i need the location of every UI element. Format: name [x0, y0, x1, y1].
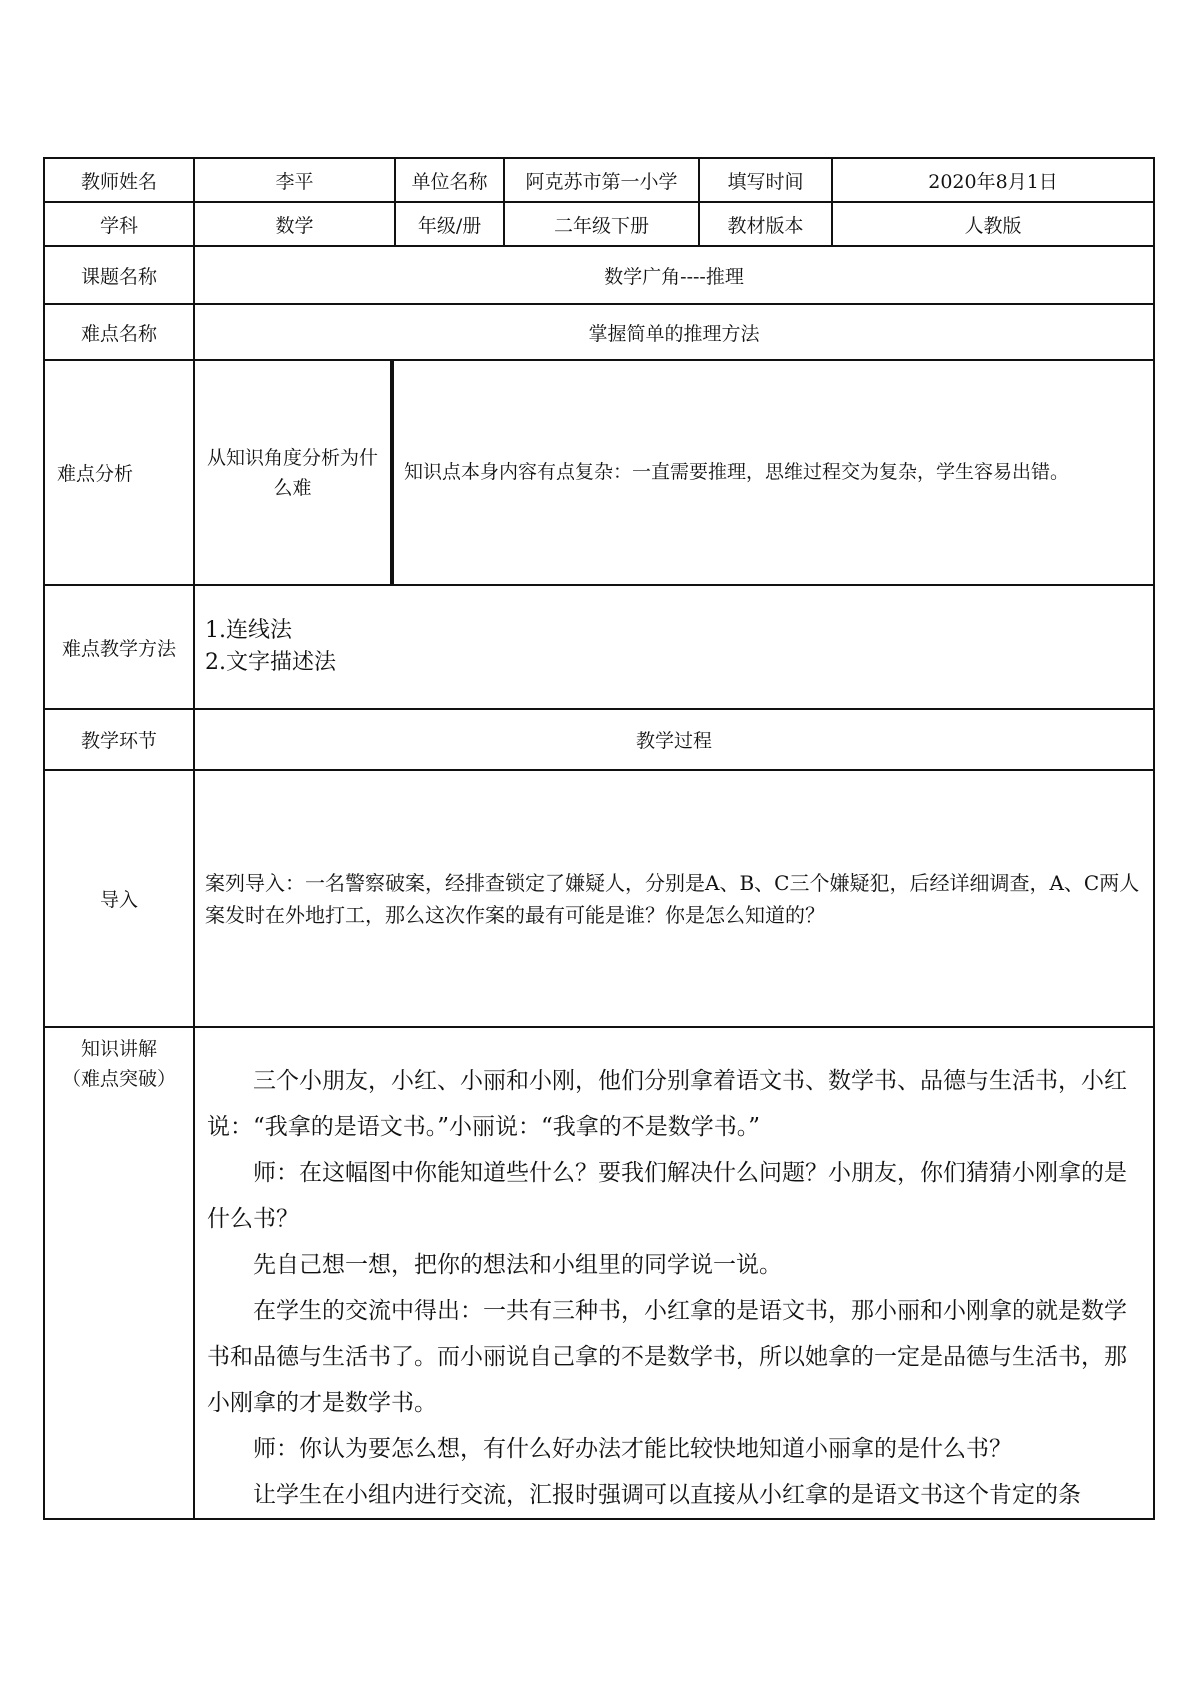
explanation-paragraph: 在学生的交流中得出：一共有三种书，小红拿的是语文书，那小丽和小刚拿的就是数学书和品德与生活书了。而小丽说自己拿的不是数学书，所以她拿的一定是品德与生活书，那小刚拿的才是数学书。 [207, 1298, 1127, 1416]
method-item: 1.连线法 [205, 618, 292, 643]
analysis-label: 难点分析 [44, 360, 194, 585]
subject-value: 数学 [194, 202, 395, 246]
topic-label: 课题名称 [44, 246, 194, 304]
lesson-plan-form [43, 157, 1153, 1520]
explanation-paragraph: 师：在这幅图中你能知道些什么？要我们解决什么问题？小朋友，你们猜猜小刚拿的是什么书？ [207, 1160, 1127, 1232]
explanation-row [44, 1027, 1154, 1519]
teaching-stage-label: 教学环节 [44, 709, 194, 770]
difficulty-value: 掌握简单的推理方法 [194, 304, 1154, 360]
edition-value: 人教版 [832, 202, 1154, 246]
explanation-label [44, 1027, 194, 1519]
fill-date-value: 2020年8月1日 [832, 158, 1154, 202]
unit-name-value: 阿克苏市第一小学 [504, 158, 699, 202]
topic-value: 数学广角----推理 [194, 246, 1154, 304]
explanation-paragraph: 三个小朋友，小红、小丽和小刚，他们分别拿着语文书、数学书、品德与生活书，小红说：“我拿的是语文书。”小丽说：“我拿的不是数学书。” [207, 1068, 1127, 1140]
lesson-plan-table [43, 157, 1155, 1520]
difficulty-row [44, 304, 1154, 360]
fill-date-label: 填写时间 [699, 158, 832, 202]
teaching-process-label: 教学过程 [194, 709, 1154, 770]
teacher-name-value: 李平 [194, 158, 395, 202]
subject-label: 学科 [44, 202, 194, 246]
unit-name-label: 单位名称 [395, 158, 504, 202]
process-header-row [44, 709, 1154, 770]
analysis-row [44, 360, 1154, 585]
explanation-paragraph: 让学生在小组内进行交流，汇报时强调可以直接从小红拿的是语文书这个肯定的条 [253, 1482, 1081, 1508]
methods-list [194, 585, 1154, 709]
analysis-sub-label: 从知识角度分析为什么难 [194, 360, 392, 585]
header-row-1 [44, 158, 1154, 202]
explanation-paragraph: 师：你认为要怎么想，有什么好办法才能比较快地知道小丽拿的是什么书？ [253, 1436, 1012, 1462]
explanation-label-line1: 知识讲解 [80, 1038, 157, 1060]
intro-label: 导入 [44, 770, 194, 1027]
header-row-2 [44, 202, 1154, 246]
analysis-value: 知识点本身内容有点复杂：一直需要推理，思维过程交为复杂，学生容易出错。 [392, 360, 1154, 585]
grade-label: 年级/册 [395, 202, 504, 246]
teacher-name-label: 教师姓名 [44, 158, 194, 202]
topic-row [44, 246, 1154, 304]
explanation-content [194, 1027, 1154, 1519]
intro-row [44, 770, 1154, 1027]
method-item: 2.文字描述法 [205, 650, 336, 675]
intro-value: 案列导入：一名警察破案，经排查锁定了嫌疑人，分别是A、B、C三个嫌疑犯，后经详细调查，A、C两人案发时在外地打工，那么这次作案的最有可能是谁？你是怎么知道的？ [194, 770, 1154, 1027]
grade-value: 二年级下册 [504, 202, 699, 246]
edition-label: 教材版本 [699, 202, 832, 246]
explanation-label-line2: （难点突破） [61, 1068, 176, 1090]
explanation-paragraph: 先自己想一想，把你的想法和小组里的同学说一说。 [253, 1252, 782, 1278]
difficulty-label: 难点名称 [44, 304, 194, 360]
methods-row [44, 585, 1154, 709]
methods-label: 难点教学方法 [44, 585, 194, 709]
